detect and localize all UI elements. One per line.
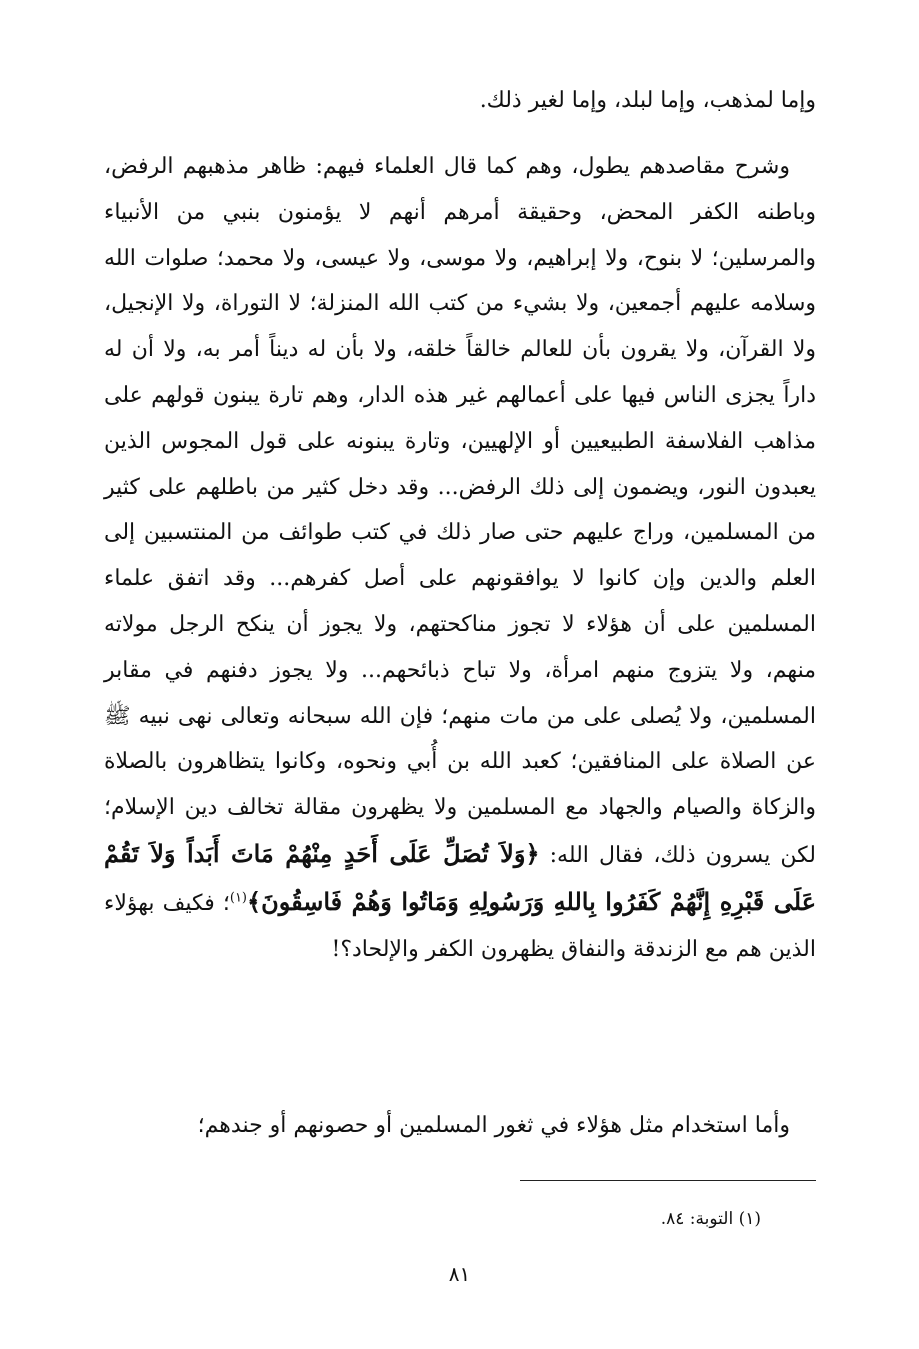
footnote: (١) التوبة: ٨٤. [660, 1209, 761, 1229]
quran-verse: ﴿وَلاَ تُصَلِّ عَلَى أَحَدٍ مِنْهُمْ مَاتَ أَبَداً وَلاَ تَقُمْ عَلَى قَبْرِهِ إِنَّهُمْ كَفَرُوا بِاللهِ وَرَسُولِهِ وَمَاتُوا وَهُمْ فَاسِقُونَ﴾ [104, 838, 817, 916]
main-paragraph [104, 144, 816, 972]
last-paragraph: وأما استخدام مثل هؤلاء في ثغور المسلمين أو حصونهم أو جندهم؛ [197, 1113, 790, 1138]
main-paragraph-text: وشرح مقاصدهم يطول، وهم كما قال العلماء فيهم: ظاهر مذهبهم الرفض، وباطنه الكفر المحض، وحقيقة أمرهم أنهم لا يؤمنون بنبي من الأنبياء والمرسلين؛ لا بنوح، ولا إبراهيم، ولا موسى، ولا عيسى، ولا محمد؛ صلوات الله وسلامه عليهم أجمعين، ولا بشيء من كتب الله المنزلة؛ لا التوراة، ولا الإنجيل، ولا القرآن، ولا يقرون بأن للعالم خالقاً خلقه، ولا بأن له ديناً أمر به، ولا أن له داراً يجزى الناس فيها على أعمالهم غير هذه الدار، وهم تارة يبنون قولهم على مذاهب الفلاسفة الطبيعيين أو الإلهيين، وتارة يبنونه على قول المجوس الذين يعبدون النور، ويضمون إلى ذلك الرفض... وقد دخل كثير من باطلهم على كثير من المسلمين، وراج عليهم حتى صار ذلك في كتب طوائف من المنتسبين إلى العلم والدين وإن كانوا لا يوافقونهم على أصل كفرهم... وقد اتفق علماء المسلمين على أن هؤلاء لا تجوز مناكحتهم، ولا يجوز أن ينكح الرجل مولاته منهم، ولا يتزوج منهم امرأة، ولا تباح ذبائحهم... ولا يجوز دفنهم في مقابر المسلمين، ولا يُصلى على من مات منهم؛ فإن الله سبحانه وتعالى نهى نبيه ﷺ عن الصلاة على المنافقين؛ كعبد الله بن أُبي ونحوه، وكانوا يتظاهرون بالصلاة والزكاة والصيام والجهاد مع المسلمين ولا يظهرون مقالة تخالف دين الإسلام؛ لكن يسرون ذلك، فقال الله: [104, 154, 816, 868]
footnote-marker: (١) [229, 890, 247, 906]
page-number: ٨١ [448, 1262, 471, 1286]
main-paragraph-block [104, 144, 816, 972]
footnote-divider [520, 1180, 816, 1181]
opening-line-block [104, 78, 816, 124]
last-paragraph-block [104, 1103, 816, 1149]
opening-line: وإما لمذهب، وإما لبلد، وإما لغير ذلك. [479, 88, 816, 113]
main-paragraph-end: ؛ فكيف بهؤلاء الذين هم مع الزندقة والنفاق يظهرون الكفر والإلحاد؟! [104, 890, 816, 962]
